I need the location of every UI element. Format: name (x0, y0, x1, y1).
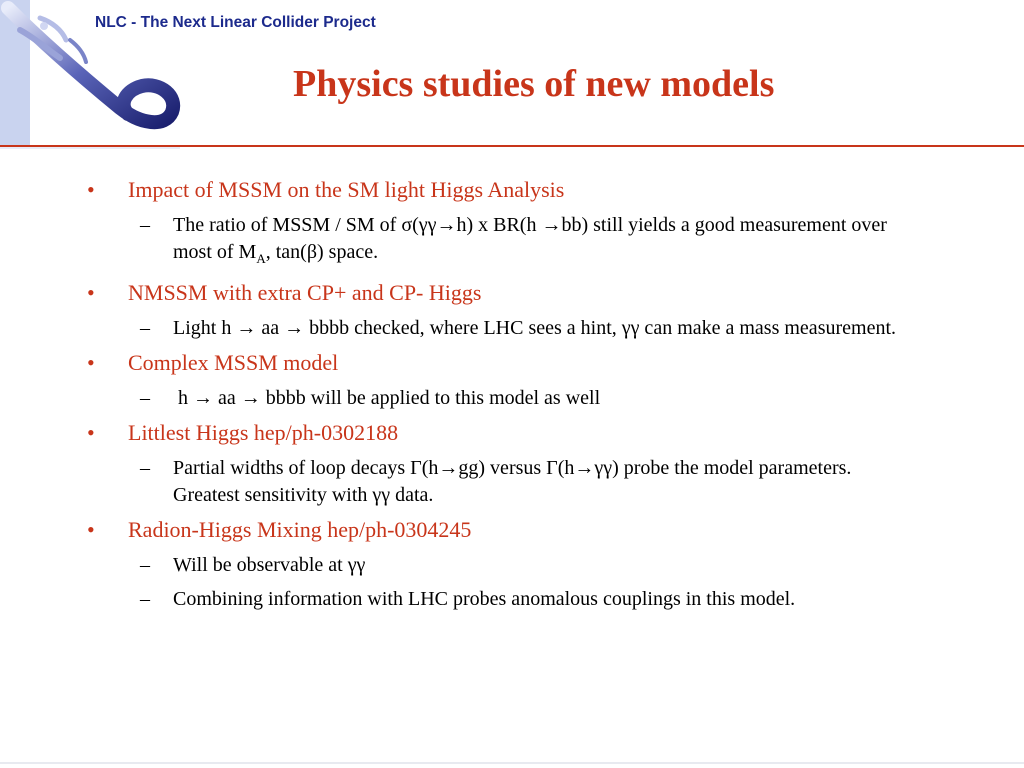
bullet-text: NMSSM with extra CP+ and CP- Higgs (128, 280, 482, 305)
dash-mark: – (140, 588, 150, 610)
sub-text: The ratio of MSSM / SM of σ(γγ→h) x BR(h →bb) still yields a good measurement over most of M (173, 214, 887, 263)
bullet-mark: • (87, 177, 95, 202)
sub-text: Partial widths of loop decays Γ(h→gg) versus Γ(h→γγ) probe the model parameters. Greatest sensitivity with γγ data. (173, 457, 862, 506)
bullet-mark: • (87, 350, 95, 375)
dash-mark: – (140, 317, 150, 339)
subscript: A (256, 251, 266, 266)
sub-text: Light h → aa → bbbb checked, where LHC sees a hint, γγ can make a mass measurement. (173, 317, 896, 339)
project-header: NLC - The Next Linear Collider Project (95, 14, 376, 31)
bullet-text: Radion-Higgs Mixing hep/ph-0304245 (128, 517, 472, 542)
bullet-mark: • (87, 420, 95, 445)
bullet-item (87, 176, 947, 204)
sub-item (87, 552, 903, 579)
dash-mark: – (140, 554, 150, 576)
bullet-mark: • (87, 517, 95, 542)
slide-title: Physics studies of new models (293, 63, 775, 105)
sub-item (87, 385, 903, 412)
bullet-item (87, 349, 947, 377)
sub-text-tail: , tan(β) space. (265, 241, 379, 263)
sub-item (87, 212, 903, 272)
bullet-text: Impact of MSSM on the SM light Higgs Analysis (128, 177, 565, 202)
divider-shadow (0, 147, 180, 149)
sub-text: Will be observable at γγ (173, 554, 366, 576)
footer-line (0, 762, 1024, 764)
sub-item (87, 315, 903, 342)
sub-text: Combining information with LHC probes anomalous couplings in this model. (173, 588, 796, 610)
sub-text: h → aa → bbbb will be applied to this model as well (173, 387, 601, 409)
bullet-item (87, 279, 947, 307)
bullet-text: Complex MSSM model (128, 350, 339, 375)
sub-item (87, 455, 903, 509)
dash-mark: – (140, 457, 150, 479)
bullet-text: Littlest Higgs hep/ph-0302188 (128, 420, 399, 445)
bullet-list (87, 176, 947, 620)
sub-item (87, 586, 903, 613)
dash-mark: – (140, 214, 150, 236)
bullet-item (87, 419, 947, 447)
bullet-item (87, 516, 947, 544)
dash-mark: – (140, 387, 150, 409)
bullet-mark: • (87, 280, 95, 305)
